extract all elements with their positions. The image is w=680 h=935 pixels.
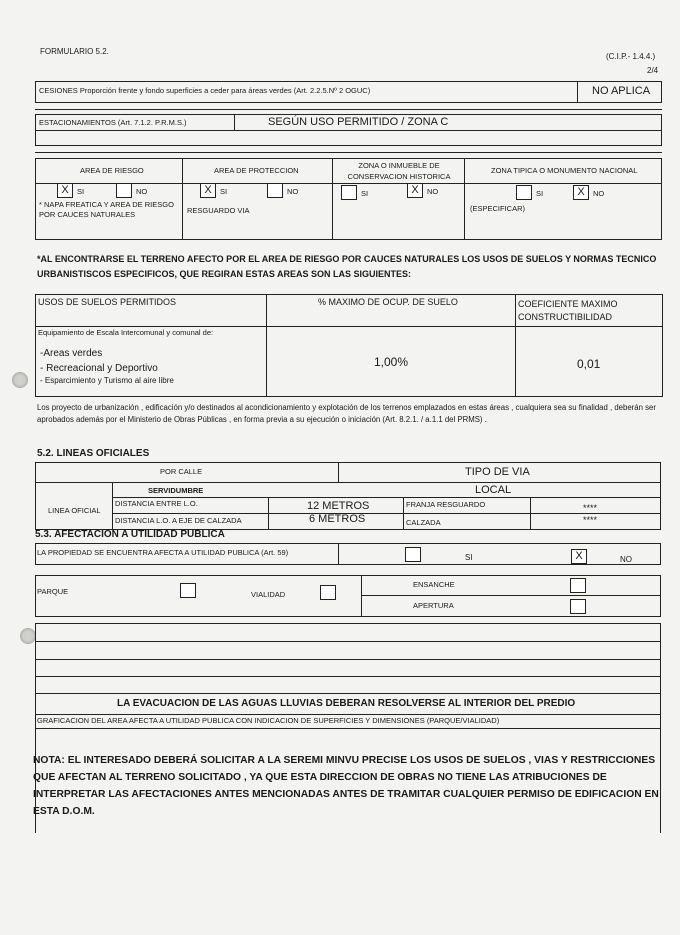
tipo-via-label: TIPO DE VIA xyxy=(465,466,530,478)
inmueble-title: ZONA O INMUEBLE DE CONSERVACION HISTORICA xyxy=(347,161,451,181)
afecta-si-label: SI xyxy=(465,553,473,562)
apertura-checkbox[interactable] xyxy=(570,599,586,614)
cesiones-label: CESIONES Proporción frente y fondo superficies a ceder para áreas verdes (Art. 2.2.5.Nº 2 OGUC) xyxy=(39,86,371,95)
afecta-si-checkbox[interactable] xyxy=(405,547,421,562)
propiedad-label: LA PROPIEDAD SE ENCUENTRA AFECTA A UTILIDAD PUBLICA (Art. 59) xyxy=(37,548,289,557)
riesgo-no-label: NO xyxy=(136,187,148,196)
punch-hole-top xyxy=(12,372,28,388)
ensanche-checkbox[interactable] xyxy=(570,578,586,593)
usos-col2-header: % MAXIMO DE OCUP. DE SUELO xyxy=(318,297,458,307)
dist-lo-label: DISTANCIA ENTRE L.O. xyxy=(115,499,198,508)
uso-esparcimiento: - Esparcimiento y Turismo al aire libre xyxy=(40,376,174,385)
form-code: FORMULARIO 5.2. xyxy=(40,47,109,56)
punch-hole-bottom xyxy=(20,628,36,644)
inmueble-no-checkbox[interactable]: X xyxy=(407,183,423,198)
proteccion-si-label: SI xyxy=(220,187,228,196)
inmueble-no-label: NO xyxy=(427,187,439,196)
calzada-value: **** xyxy=(583,515,598,525)
tipica-si-label: SI xyxy=(536,189,544,198)
afectacion-title: 5.3. AFECTACION A UTILIDAD PUBLICA xyxy=(35,529,225,540)
vialidad-checkbox[interactable] xyxy=(320,585,336,600)
tipica-no-label: NO xyxy=(593,189,605,198)
tipica-si-checkbox[interactable] xyxy=(516,185,532,200)
riesgo-notice: *AL ENCONTRARSE EL TERRENO AFECTO POR EL AREA DE RIESGO POR CAUCES NATURALES LOS USOS DE SUELOS Y NORMAS TECNICO URBANISTISCOS ESPECIFICOS, QUE REGIRAN ESTAS AREAS SON LAS SIGUIENTES: xyxy=(37,254,657,279)
graficacion-text: GRAFICACION DEL AREA AFECTA A UTILIDAD PUBLICA CON INDICACION DE SUPERFICIES Y DIMENSIONES (PARQUE/VIALIDAD) xyxy=(37,716,500,725)
riesgo-si-checkbox[interactable]: X xyxy=(57,183,73,198)
zona-tipica-title: ZONA TIPICA O MONUMENTO NACIONAL xyxy=(491,166,638,175)
usos-equip: Equipamiento de Escala Intercomunal y comunal de: xyxy=(38,328,214,337)
servidumbre-label: SERVIDUMBRE xyxy=(148,486,204,495)
local-value: LOCAL xyxy=(475,484,512,496)
dist-lo-value: 12 METROS xyxy=(307,500,370,512)
parque-vialidad-box xyxy=(35,575,661,617)
apertura-label: APERTURA xyxy=(413,601,454,610)
riesgo-note: * NAPA FREATICA Y AREA DE RIESGO POR CAUCES NATURALES xyxy=(39,200,174,219)
ensanche-label: ENSANCHE xyxy=(413,580,455,589)
proteccion-note: RESGUARDO VIA xyxy=(187,206,250,215)
usos-col1-header: USOS DE SUELOS PERMITIDOS xyxy=(38,297,177,307)
dist-eje-label: DISTANCIA L.O. A EJE DE CALZADA xyxy=(115,516,242,525)
riesgo-si-label: SI xyxy=(77,187,85,196)
por-calle-label: POR CALLE xyxy=(160,467,203,476)
area-riesgo-title: AREA DE RIESGO xyxy=(80,166,144,175)
dist-eje-value: 6 METROS xyxy=(309,513,366,525)
tipica-no-checkbox[interactable]: X xyxy=(573,185,589,200)
inmueble-si-label: SI xyxy=(361,189,369,198)
proteccion-no-checkbox[interactable] xyxy=(267,183,283,198)
estacionamientos-label: ESTACIONAMIENTOS (Art. 7.1.2. P.R.M.S.) xyxy=(39,118,187,127)
uso-areas-verdes: -Areas verdes xyxy=(40,348,103,359)
lineas-title: 5.2. LINEAS OFICIALES xyxy=(37,448,150,459)
tipica-note: (ESPECIFICAR) xyxy=(470,204,526,213)
parque-checkbox[interactable] xyxy=(180,583,196,598)
calzada-label: CALZADA xyxy=(406,518,441,527)
afecta-no-checkbox[interactable]: X xyxy=(571,549,587,564)
franja-value: **** xyxy=(583,503,598,513)
evacuacion-text: LA EVACUACION DE LAS AGUAS LLUVIAS DEBERAN RESOLVERSE AL INTERIOR DEL PREDIO xyxy=(117,698,576,709)
nota-text: NOTA: EL INTERESADO DEBERÁ SOLICITAR A LA SEREMI MINVU PRECISE LOS USOS DE SUELOS , VIAS Y RESTRICCIONES QUE AFECTAN AL TERRENO SOLICITADO , YA QUE ESTA DIRECCION DE OBRAS NO TIENE LAS ATRIBUCIONES DE INTERPRETAR LAS AFECTACIONES ANTES MENCIONADAS ANTES DE TRAMITAR CUALQUIER PERMISO DE EDIFICACION EN ESTA D.O.M. xyxy=(33,755,659,817)
proteccion-no-label: NO xyxy=(287,187,299,196)
inmueble-si-checkbox[interactable] xyxy=(341,185,357,200)
franja-label: FRANJA RESGUARDO xyxy=(406,500,486,509)
page-number: 2/4 xyxy=(647,66,659,75)
usos-col3-header: COEFICIENTE MAXIMO CONSTRUCTIBILIDAD xyxy=(518,299,618,322)
cip-code: (C.I.P.- 1.4.4.) xyxy=(606,52,656,61)
vialidad-label: VIALIDAD xyxy=(251,590,286,599)
estacionamientos-value: SEGÚN USO PERMITIDO / ZONA C xyxy=(268,116,449,128)
uso-recreacional: - Recreacional y Deportivo xyxy=(40,363,158,374)
area-proteccion-title: AREA DE PROTECCION xyxy=(214,166,299,175)
coef-value: 0,01 xyxy=(577,357,601,371)
riesgo-no-checkbox[interactable] xyxy=(116,183,132,198)
cesiones-value: NO APLICA xyxy=(592,85,651,97)
afecta-no-label: NO xyxy=(620,555,632,564)
parque-label: PARQUE xyxy=(37,587,69,596)
ocup-value: 1,00% xyxy=(374,355,409,369)
proteccion-si-checkbox[interactable]: X xyxy=(200,183,216,198)
urbanizacion-note: Los proyecto de urbanización , edificación y/o destinados al acondicionamiento y explotación de los terrenos emplazados en estas áreas , cualquiera sea su finalidad , deberán ser aprobados además por el Ministerio de Obras Públicas , en forma previa a su ejecución o iniciación (Art. 8.2.1. / a.1.1 del PRMS) . xyxy=(37,403,656,424)
linea-oficial-label: LINEA OFICIAL xyxy=(48,506,101,515)
